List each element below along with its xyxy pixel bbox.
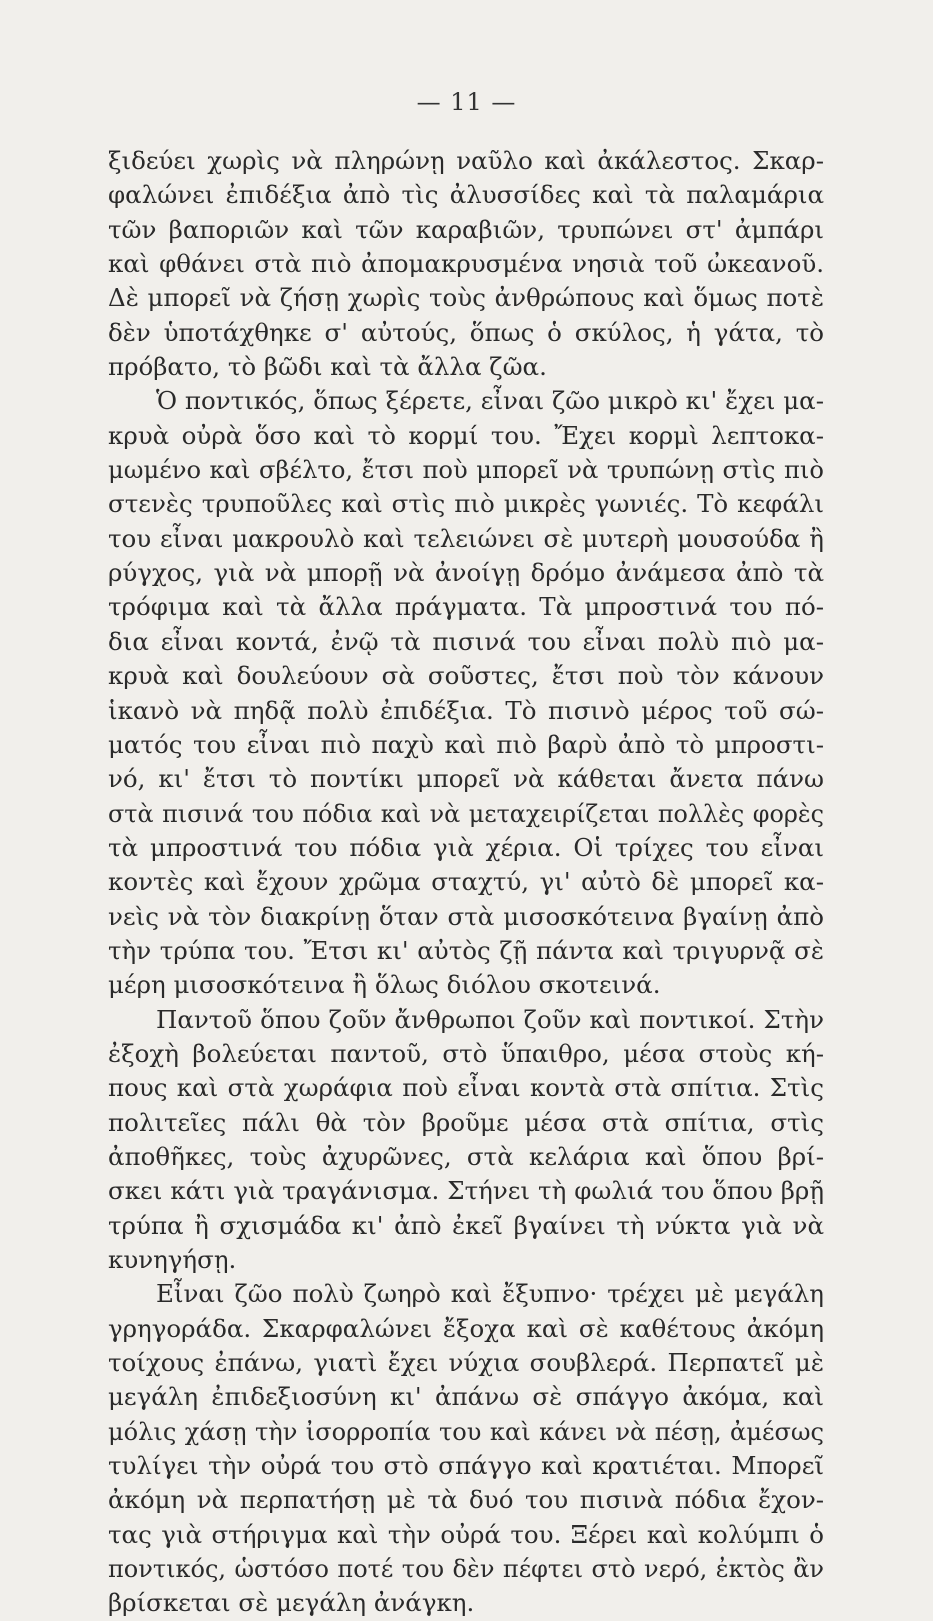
text-line: κυνηγήσῃ. xyxy=(108,1245,237,1274)
text-line: κρυὰ καὶ δουλεύουν σὰ σοῦστες, ἔτσι ποὺ τὸν κάνουν xyxy=(108,661,824,691)
text-line: ξιδεύει χωρὶς νὰ πληρώνῃ ναῦλο καὶ ἀκάλεστος. Σκαρ- xyxy=(108,146,824,175)
text-line: νεὶς νὰ τὸν διακρίνῃ ὅταν στὰ μισοσκότεινα βγαίνῃ ἀπὸ xyxy=(108,901,824,931)
text-line: φαλώνει ἐπιδέξια ἀπὸ τὶς ἀλυσσίδες καὶ τὰ παλαμάρια xyxy=(108,180,824,210)
text-line: νό, κι' ἔτσι τὸ ποντίκι μπορεῖ νὰ κάθεται ἄνετα πάνω xyxy=(108,764,824,794)
text-line: βρίσκεται σὲ μεγάλη ἀνάγκη. xyxy=(108,1588,475,1618)
page-number: — 11 — xyxy=(416,88,517,116)
text-line: ἱκανὸ νὰ πηδᾷ πολὺ ἐπιδέξια. Τὸ πισινὸ μέρος τοῦ σώ- xyxy=(108,695,824,725)
text-line: καὶ φθάνει στὰ πιὸ ἀπομακρυσμένα νησιὰ τοῦ ὠκεανοῦ. xyxy=(108,249,824,279)
text-line: μέρη μισοσκότεινα ἢ ὅλως διόλου σκοτεινά. xyxy=(108,970,661,1000)
text-line: Ὁ ποντικός, ὅπως ξέρετε, εἶναι ζῶο μικρὸ κι' ἔχει μα- xyxy=(156,386,824,416)
text-line: πους καὶ στὰ χωράφια ποὺ εἶναι κοντὰ στὰ σπίτια. Στὶς xyxy=(108,1073,824,1103)
text-line: μωμένο καὶ σβέλτο, ἔτσι ποὺ μπορεῖ νὰ τρυπώνῃ στὶς πιὸ xyxy=(108,456,824,485)
text-line: μεγάλη ἐπιδεξιοσύνη κι' ἀπάνω σὲ σπάγγο ἀκόμα, καὶ xyxy=(108,1382,824,1412)
text-line: τρύπα ἢ σχισμάδα κι' ἀπὸ ἐκεῖ βγαίνει τὴ νύκτα γιὰ νὰ xyxy=(108,1210,824,1240)
text-line: πρόβατο, τὸ βῶδι καὶ τὰ ἄλλα ζῶα. xyxy=(108,352,547,382)
text-line: τυλίγει τὴν οὐρά του στὸ σπάγγο καὶ κρατιέται. Μπορεῖ xyxy=(108,1451,824,1481)
text-line: τας γιὰ στήριγμα καὶ τὴν οὐρά του. Ξέρει καὶ κολύμπι ὁ xyxy=(108,1519,824,1549)
text-line: τοίχους ἐπάνω, γιατὶ ἔχει νύχια σουβλερά. Περπατεῖ μὲ xyxy=(108,1348,824,1378)
text-line: δια εἶναι κοντά, ἐνῷ τὰ πισινά του εἶναι πολὺ πιὸ μα- xyxy=(108,626,824,656)
text-line: τῶν βαποριῶν καὶ τῶν καραβιῶν, τρυπώνει στ' ἀμπάρι xyxy=(108,214,824,244)
text-line: γρηγοράδα. Σκαρφαλώνει ἔξοχα καὶ σὲ καθέτους ἀκόμη xyxy=(108,1313,824,1343)
text-line: κοντὲς καὶ ἔχουν χρῶμα σταχτύ, γι' αὐτὸ δὲ μπορεῖ κα- xyxy=(108,867,824,897)
text-line: κρυὰ οὐρὰ ὅσο καὶ τὸ κορμί του. Ἔχει κορμὶ λεπτοκα- xyxy=(108,420,824,450)
text-line: τὰ μπροστινά του πόδια γιὰ χέρια. Οἱ τρίχες του εἶναι xyxy=(108,832,824,862)
text-line: ἐξοχὴ βολεύεται παντοῦ, στὸ ὕπαιθρο, μέσα στοὺς κή- xyxy=(108,1038,824,1068)
text-line: τὴν τρύπα του. Ἔτσι κι' αὐτὸς ζῇ πάντα καὶ τριγυρνᾷ σὲ xyxy=(108,935,824,965)
text-line: μόλις χάσῃ τὴν ἰσορροπία του καὶ κάνει νὰ πέσῃ, ἀμέσως xyxy=(108,1417,824,1446)
text-line: του εἶναι μακρουλὸ καὶ τελειώνει σὲ μυτερὴ μουσούδα ἢ xyxy=(108,523,824,553)
text-line: ματός του εἶναι πιὸ παχὺ καὶ πιὸ βαρὺ ἀπὸ τὸ μπροστι- xyxy=(108,729,824,759)
text-line: στὰ πισινά του πόδια καὶ νὰ μεταχειρίζεται πολλὲς φορὲς xyxy=(108,799,824,828)
body-text xyxy=(108,144,824,1621)
text-line: ἀκόμη νὰ περπατήσῃ μὲ τὰ δυό του πισινὰ πόδια ἔχον- xyxy=(108,1485,824,1515)
text-line: Παντοῦ ὅπου ζοῦν ἄνθρωποι ζοῦν καὶ ποντικοί. Στὴν xyxy=(156,1004,824,1034)
text-line: πολιτεῖες πάλι θὰ τὸν βροῦμε μέσα στὰ σπίτια, στὶς xyxy=(108,1107,824,1137)
text-line: στενὲς τρυποῦλες καὶ στὶς πιὸ μικρὲς γωνιές. Τὸ κεφάλι xyxy=(108,489,824,519)
text-line: ρύγχος, γιὰ νὰ μπορῇ νὰ ἀνοίγῃ δρόμο ἀνάμεσα ἀπὸ τὰ xyxy=(108,558,824,588)
text-line: ἀποθῆκες, τοὺς ἀχυρῶνες, στὰ κελάρια καὶ ὅπου βρί- xyxy=(108,1141,824,1171)
text-line: ποντικός, ὡστόσο ποτέ του δὲν πέφτει στὸ νερό, ἐκτὸς ἂν xyxy=(108,1555,824,1584)
text-line: τρόφιμα καὶ τὰ ἄλλα πράγματα. Τὰ μπροστινά του πό- xyxy=(108,592,824,622)
text-line: σκει κάτι γιὰ τραγάνισμα. Στήνει τὴ φωλιά του ὅπου βρῇ xyxy=(108,1176,824,1206)
text-line: Δὲ μπορεῖ νὰ ζήσῃ χωρὶς τοὺς ἀνθρώπους καὶ ὅμως ποτὲ xyxy=(108,283,824,313)
text-line: Εἶναι ζῶο πολὺ ζωηρὸ καὶ ἔξυπνο· τρέχει μὲ μεγάλη xyxy=(156,1279,824,1309)
text-line: δὲν ὑποτάχθηκε σ' αὐτούς, ὅπως ὁ σκύλος, ἡ γάτα, τὸ xyxy=(108,317,824,347)
